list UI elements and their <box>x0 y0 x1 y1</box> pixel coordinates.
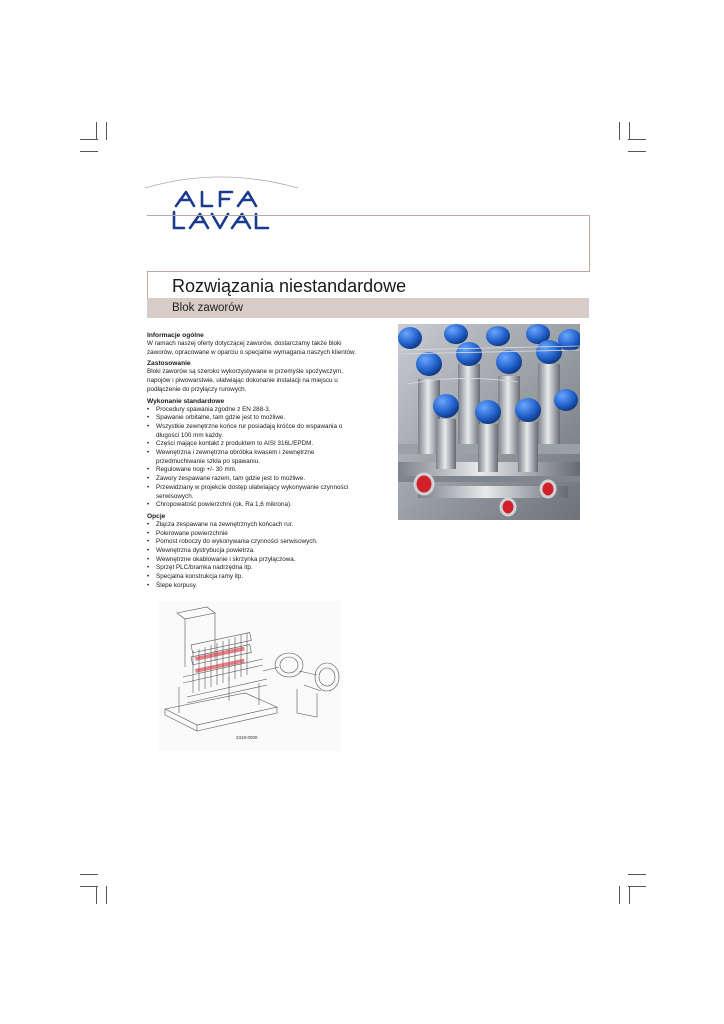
list-item: • Sprzęt PLC/bramka nadrzędna itp. <box>147 564 363 573</box>
section-heading: Informacje ogólne <box>147 332 204 339</box>
standard-list <box>147 406 363 510</box>
crop-mark <box>628 874 646 875</box>
crop-mark <box>96 886 97 904</box>
list-item: • Zawory zespawane razem, tam gdzie jest to możliwe. <box>147 475 363 484</box>
frame-line <box>147 272 148 298</box>
crop-mark <box>628 886 646 887</box>
list-item: • Wszystkie zewnętrzne końce rur posiadają króćce do wspawania o długości 100 mm każdy. <box>147 423 363 440</box>
crop-mark <box>619 122 620 140</box>
list-item: • Wewnętrzne okablowanie i skrzynka przyłączowa. <box>147 556 363 565</box>
section-heading: Wykonanie standardowe <box>147 397 225 405</box>
frame-line <box>589 215 590 272</box>
list-item: • Procedury spawania zgodne z EN 288-3. <box>147 406 363 415</box>
crop-mark <box>619 886 620 904</box>
crop-mark <box>628 139 646 140</box>
alfa-laval-logo <box>140 176 300 236</box>
crop-mark <box>80 151 98 152</box>
list-item: • Regulowane nogi +/- 30 mm. <box>147 466 363 475</box>
section-text: Bloki zaworów są szeroko wykorzystywane w przemyśle spożywczym, napojów i piwowarstwie, ułatwiając dokonanie instalacji na miejscu u podłączenie do przyłączy rurowych. <box>147 368 343 393</box>
list-item: • Chropowatość powierzchni (ok. Ra 1,6 mikrona). <box>147 501 363 510</box>
drawing-code: 2318-0000 <box>236 735 258 740</box>
crop-mark <box>106 886 107 904</box>
page-subtitle: Blok zaworów <box>172 302 243 314</box>
crop-mark <box>629 886 630 904</box>
page-title: Rozwiązania niestandardowe <box>172 276 407 296</box>
valve-block-photo <box>398 324 580 520</box>
list-item: • Pomost roboczy do wykonywania czynności serwisowych. <box>147 538 363 547</box>
list-item: • Złącza zespawane na zewnętrznych końcach rur. <box>147 521 363 530</box>
section-text: W ramach naszej oferty dotyczącej zaworów, dostarczamy także bloki zaworów, opracowane w oparciu o specjalne wymagania naszych klientów. <box>147 340 356 356</box>
options-list <box>147 521 363 591</box>
list-item: • Polerowane powierzchnie <box>147 530 363 539</box>
content-column <box>147 331 363 593</box>
crop-mark <box>106 122 107 140</box>
valve-block-drawing <box>159 601 341 751</box>
list-item: • Specjalna konstrukcja ramy itp. <box>147 573 363 582</box>
crop-mark <box>629 122 630 140</box>
crop-mark <box>628 151 646 152</box>
frame-line <box>147 271 589 272</box>
list-item: • Przewidziany w projekcie dostęp ułatwiający wykonywanie czynności serwisowych. <box>147 484 363 501</box>
list-item: • Ślepe korpusy. <box>147 582 363 591</box>
frame-line <box>147 215 589 216</box>
section-heading: Opcje <box>147 512 166 520</box>
list-item: • Wewnętrzna i zewnętrzna obróbka kwasem i zewnętrzne przedmuchiwanie szkła po spawaniu. <box>147 449 363 466</box>
section-heading: Zastosowanie <box>147 360 191 368</box>
crop-mark <box>96 122 97 140</box>
list-item: • Wewnętrzna dystrybucja powietrza. <box>147 547 363 556</box>
list-item: • Spawanie orbitalne, tam gdzie jest to możliwe. <box>147 414 363 423</box>
list-item: • Części mające kontakt z produktem to AISI 316L/EPDM. <box>147 440 363 449</box>
crop-mark <box>80 874 98 875</box>
